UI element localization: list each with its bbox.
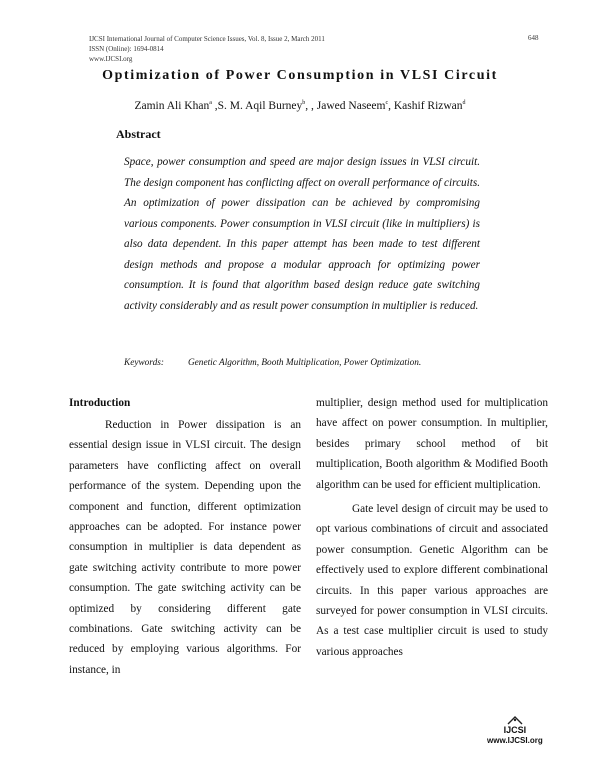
journal-line: IJCSI International Journal of Computer Science Issues, Vol. 8, Issue 2, March 2011 [89,35,325,43]
author-name: S. M. Aqil Burney [217,100,303,112]
right-column [316,393,548,662]
logo-emblem-icon [507,716,523,725]
author-affiliation: a [209,100,212,107]
body-paragraph: multiplier, design method used for multiplication have affect on power consumption. In multiplier, besides primary school method of bit multiplication, Booth algorithm & Modified Booth algorithm can be used for efficient multiplication. [316,397,548,491]
journal-logo [487,716,543,745]
section-heading-introduction: Introduction [69,397,131,409]
keywords-text: Genetic Algorithm, Booth Multiplication, Power Optimization. [187,358,422,368]
author-name: Zamin Ali Khan [134,100,210,112]
author-affiliation: b [302,100,306,107]
logo-url: www.IJCSI.org [487,736,543,745]
author-affiliation: d [462,100,466,107]
journal-header [89,34,325,64]
abstract-text: Space, power consumption and speed are major design issues in VLSI circuit. The design component has conflicting affect on overall performance of circuits. An optimization of power dissipation can be achieved by compromising various components. Power consumption in VLSI circuit (like in multipliers) is also data dependent. In this paper attempt has been made to test different design methods and propose a modular approach for optimizing power consumption. It is found that algorithm based design reduce gate switching activity considerably and as result power consumption in multiplier is reduced. [124,156,480,312]
abstract-heading: Abstract [116,127,161,141]
left-column [69,393,301,680]
keywords [124,358,421,368]
paper-title: Optimization of Power Consumption in VLSI Circuit [102,68,498,83]
intro-paragraph: Reduction in Power dissipation is an essential design issue in VLSI circuit. The design parameters have conflicting affect on overall performance of the system. Depending upon the component and function, different optimization approaches can be adopted. For instance power consumption in multiplier is data dependent as gate switching activity contribute to more power consumption. The gate switching activity can be optimized by considering different gate combinations. Gate switching activity can be reduced by employing various algorithms. For instance, in [69,419,301,676]
author-name: Jawed Naseem [316,100,386,112]
journal-url: www.IJCSI.org [89,55,133,63]
issn-line: ISSN (Online): 1694-0814 [89,45,164,53]
page-number: 648 [528,34,539,42]
author-list: Zamin Ali Khan$^a$ ,S. M. Aqil Burney$^b$, , Jawed Naseem$^c$, Kashif Rizwan$^d$ [134,100,466,112]
author-affiliation: c [385,100,389,107]
author-name: Kashif Rizwan [393,100,463,112]
logo-text: IJCSI [503,725,527,735]
body-paragraph: Gate level design of circuit may be used to opt various combinations of circuit and associated power consumption. Genetic Algorithm can be effectively used to explore different combinational circuits. In this paper various approaches are surveyed for power consumption in VLSI circuits. As a test case multiplier circuit is used to study various approaches [316,503,548,658]
keywords-label: Keywords: [124,358,164,368]
